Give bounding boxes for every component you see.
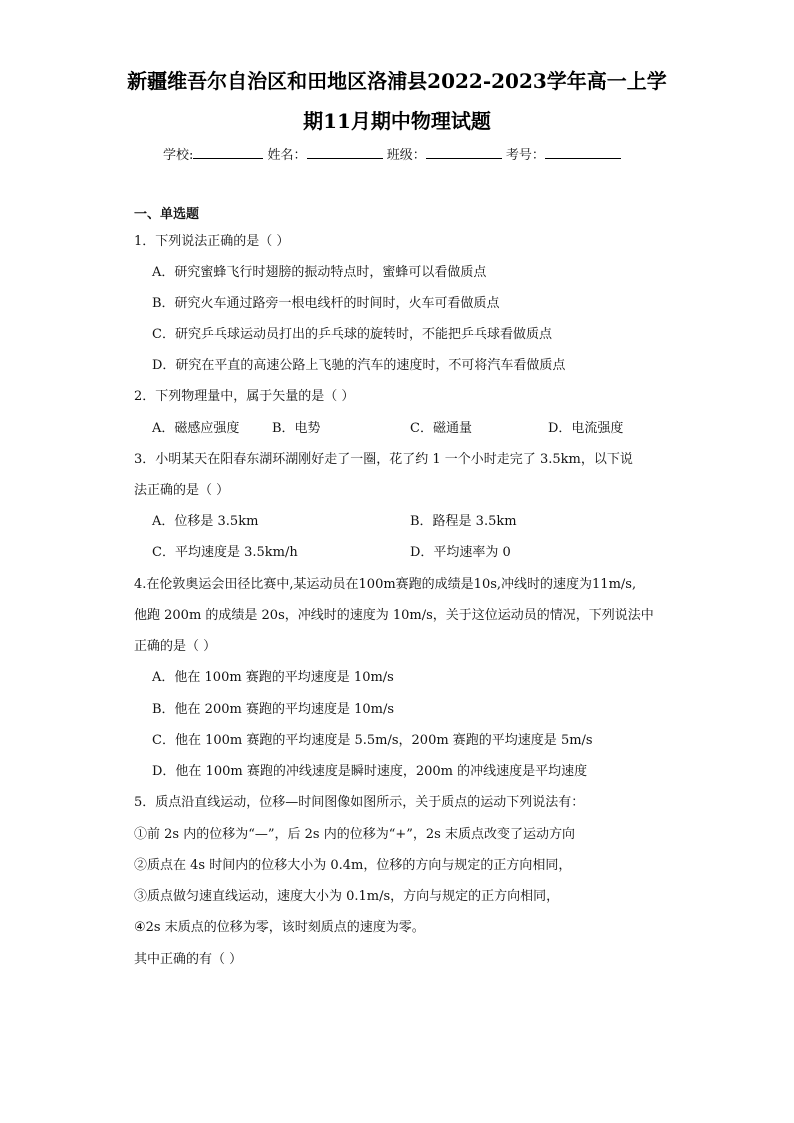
- question-4-stem-line-1: 4.在伦敦奥运会田径比赛中,某运动员在100m赛跑的成绩是10s,冲线时的速度为11m/s,: [134, 577, 637, 592]
- question-5-closing: 其中正确的有（ ）: [134, 952, 243, 967]
- question-4-option-b: B．他在 200m 赛跑的平均速度是 10m/s: [152, 702, 395, 717]
- student-info-fields: [163, 145, 621, 165]
- question-1-option-c: C．研究乒乓球运动员打出的乒乓球的旋转时，不能把乒乓球看做质点: [152, 327, 552, 342]
- question-4-stem-line-3: 正确的是（ ）: [134, 639, 217, 654]
- question-5-statement-1: ①前 2s 内的位移为“—”，后 2s 内的位移为“+”，2s 末质点改变了运动方向: [134, 827, 575, 842]
- question-2-option-c: C．磁通量: [410, 421, 472, 436]
- school-label: 学校:: [163, 148, 194, 163]
- question-5-stem: 5．质点沿直线运动，位移—时间图像如图所示，关于质点的运动下列说法有：: [134, 795, 585, 810]
- question-2-stem: 2．下列物理量中，属于矢量的是（ ）: [134, 389, 355, 404]
- question-4-option-c: C．他在 100m 赛跑的平均速度是 5.5m/s，200m 赛跑的平均速度是 5m/s: [152, 733, 593, 748]
- school-blank: [193, 145, 263, 159]
- name-label: 姓名：: [267, 148, 307, 163]
- question-2-option-a: A．磁感应强度: [152, 421, 240, 436]
- title-line-1: 新疆维吾尔自治区和田地区洛浦县2022-2023学年高一上学: [127, 69, 667, 93]
- question-4-stem-line-2: 他跑 200m 的成绩是 20s，冲线时的速度为 10m/s，关于这位运动员的情况，下列说法中: [134, 608, 654, 623]
- question-3-option-b: B．路程是 3.5km: [410, 514, 517, 529]
- question-3-stem-line-2: 法正确的是（ ）: [134, 483, 230, 498]
- question-1-option-d: D．研究在平直的高速公路上飞驰的汽车的速度时，不可将汽车看做质点: [152, 358, 566, 373]
- question-2-option-d: D．电流强度: [548, 421, 624, 436]
- question-5-statement-2: ②质点在 4s 时间内的位移大小为 0.4m，位移的方向与规定的正方向相同，: [134, 858, 572, 873]
- title-line-2: 期11月期中物理试题: [303, 109, 491, 133]
- exam-number-label: 考号：: [505, 148, 545, 163]
- name-blank: [307, 145, 383, 159]
- exam-number-blank: [545, 145, 621, 159]
- question-1-stem: 1．下列说法正确的是（ ）: [134, 234, 290, 249]
- class-blank: [426, 145, 502, 159]
- question-1-option-a: A．研究蜜蜂飞行时翅膀的振动特点时，蜜蜂可以看做质点: [152, 265, 487, 280]
- question-3-option-a: A．位移是 3.5km: [152, 514, 259, 529]
- question-2-option-b: B．电势: [272, 421, 321, 436]
- section-title-single-choice: 一、单选题: [134, 207, 200, 222]
- question-4-option-a: A．他在 100m 赛跑的平均速度是 10m/s: [152, 670, 394, 685]
- question-3-stem-line-1: 3．小明某天在阳春东湖环湖刚好走了一圈，花了约 1 一个小时走完了 3.5km，以下说: [134, 452, 633, 467]
- question-5-statement-3: ③质点做匀速直线运动，速度大小为 0.1m/s，方向与规定的正方向相同，: [134, 889, 560, 904]
- question-1-option-b: B．研究火车通过路旁一根电线杆的时间时，火车可看做质点: [152, 296, 500, 311]
- question-5-statement-4: ④2s 末质点的位移为零，该时刻质点的速度为零。: [134, 920, 425, 935]
- question-3-option-d: D．平均速率为 0: [410, 545, 511, 560]
- class-label: 班级：: [386, 148, 426, 163]
- question-4-option-d: D．他在 100m 赛跑的冲线速度是瞬时速度，200m 的冲线速度是平均速度: [152, 764, 588, 779]
- question-3-option-c: C．平均速度是 3.5km/h: [152, 545, 298, 560]
